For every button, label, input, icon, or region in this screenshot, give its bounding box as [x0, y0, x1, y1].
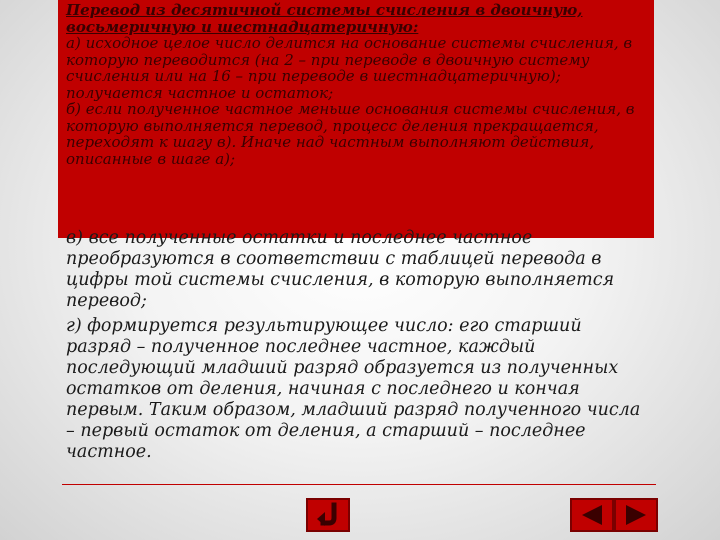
step-g-text: г) формируется результирующее число: его старший разряд – полученное последнее частное, каждый последующий младший разряд образуется из полученных остатков от деления, начиная с последнего и кончая первым. Таким образом, младший разряд полученного числа – первый остаток от деления, а старший – последнее частное.	[66, 316, 641, 462]
triangle-left-icon	[578, 503, 606, 527]
next-slide-button[interactable]	[614, 498, 658, 532]
highlight-box	[58, 0, 654, 238]
step-a-text: а) исходное целое число делится на основание системы счисления, в которую переводится (на 2 – при переводе в двоичную систему счисления или на 16 – при переводе в шестнадцатеричную); получается частное и остаток;	[66, 34, 633, 102]
divider-line	[62, 484, 656, 485]
return-button[interactable]	[306, 498, 350, 532]
return-arrow-icon	[313, 502, 343, 528]
triangle-right-icon	[622, 503, 650, 527]
box-heading: Перевод из десятичной системы счисления в двоичную, восьмеричную и шестнадцатеричную:	[66, 1, 583, 36]
step-b-text: б) если полученное частное меньше основания системы счисления, в которую выполняется перевод, процесс деления прекращается, переходят к шагу в). Иначе над частным выполняют действия, описанные в шаге а);	[66, 100, 635, 168]
previous-slide-button[interactable]	[570, 498, 614, 532]
body-text	[66, 228, 652, 467]
step-v-text: в) все полученные остатки и последнее частное преобразуются в соответствии с таблицей перевода в цифры той системы счисления, в которую выполняется перевод;	[66, 228, 615, 311]
